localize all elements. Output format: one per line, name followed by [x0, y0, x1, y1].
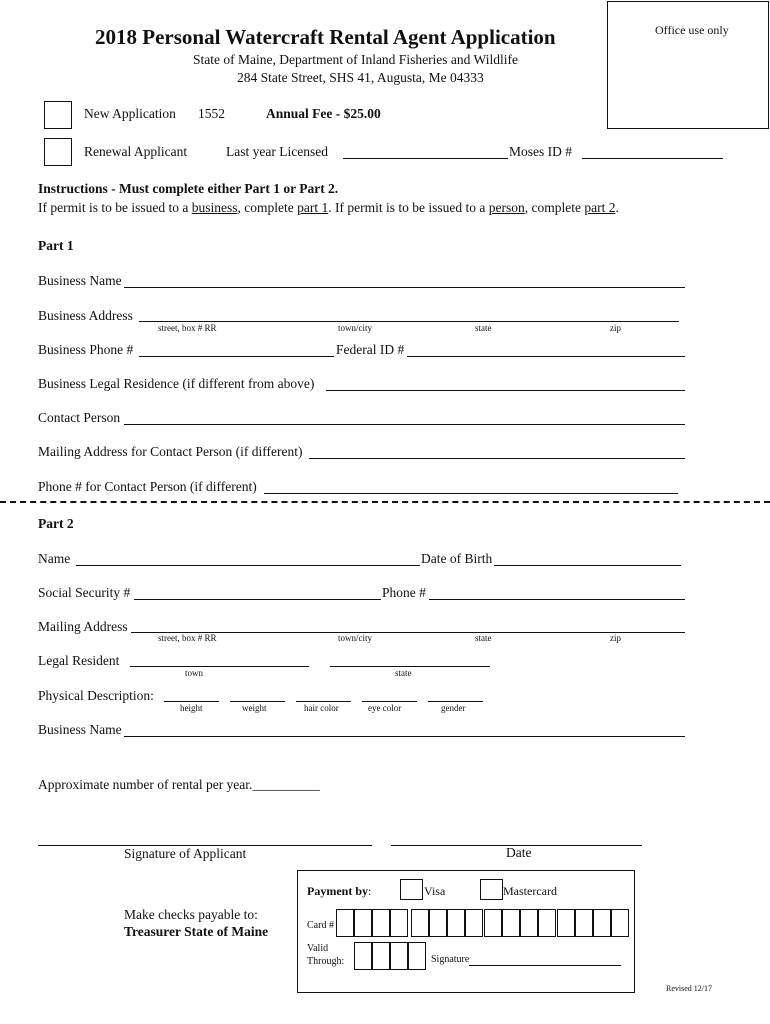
p2-mailing-label: Mailing Address [38, 619, 128, 634]
p2-hair-color-hint: hair color [304, 703, 339, 713]
renewal-applicant-label: Renewal Applicant [84, 144, 188, 159]
p2-name-label: Name [38, 551, 71, 566]
p2-approx-rentals[interactable]: Approximate number of rental per year.__________ [38, 777, 320, 792]
p2-addr-town-hint: town/city [338, 633, 372, 643]
moses-id-label: Moses ID # [509, 144, 572, 159]
card-cell[interactable] [520, 909, 538, 937]
p2-dob-field[interactable] [494, 565, 681, 566]
renewal-applicant-checkbox[interactable] [44, 138, 72, 166]
card-cell[interactable] [390, 909, 408, 937]
p2-legal-resident-label: Legal Resident [38, 653, 120, 668]
department-name: State of Maine, Department of Inland Fisheries and Wildlife [193, 52, 518, 67]
p2-weight-hint: weight [242, 703, 267, 713]
valid-cell[interactable] [408, 942, 426, 970]
last-year-licensed-field[interactable] [343, 158, 508, 159]
p1-business-name-label: Business Name [38, 273, 122, 288]
card-signature-label: Signature [431, 954, 470, 965]
p2-legal-resident-town-field[interactable] [130, 666, 309, 667]
p1-mailing-contact-field[interactable] [309, 458, 685, 459]
p2-town-hint: town [185, 668, 203, 678]
p1-legal-residence-label: Business Legal Residence (if different from above) [38, 376, 315, 391]
p2-physical-label: Physical Description: [38, 688, 154, 703]
office-use-box [607, 1, 769, 129]
p1-business-address-field[interactable] [139, 321, 679, 322]
p2-weight-field[interactable] [230, 701, 285, 702]
p2-ssn-label: Social Security # [38, 585, 131, 600]
card-cell[interactable] [336, 909, 354, 937]
p1-contact-person-field[interactable] [124, 424, 685, 425]
p2-ssn-field[interactable] [134, 599, 381, 600]
p2-dob-label: Date of Birth [421, 551, 493, 566]
card-cell[interactable] [411, 909, 429, 937]
revised-date: Revised 12/17 [666, 984, 712, 993]
p1-legal-residence-field[interactable] [326, 390, 685, 391]
p2-name-field[interactable] [76, 565, 420, 566]
valid-cell[interactable] [390, 942, 408, 970]
p1-addr-zip-hint: zip [610, 323, 621, 333]
date-label: Date [506, 845, 532, 860]
card-cell[interactable] [593, 909, 611, 937]
applicant-signature-label: Signature of Applicant [124, 846, 247, 861]
p2-addr-state-hint: state [475, 633, 492, 643]
p2-eye-color-field[interactable] [362, 701, 417, 702]
p1-addr-town-hint: town/city [338, 323, 372, 333]
p2-gender-hint: gender [441, 703, 466, 713]
valid-cell[interactable] [372, 942, 390, 970]
card-cell[interactable] [575, 909, 593, 937]
p2-gender-field[interactable] [428, 701, 483, 702]
card-cell[interactable] [611, 909, 629, 937]
new-application-label: New Application [84, 106, 176, 121]
p1-phone-contact-field[interactable] [264, 493, 678, 494]
card-cell[interactable] [484, 909, 502, 937]
p1-phone-contact-label: Phone # for Contact Person (if different) [38, 479, 257, 494]
p2-addr-street-hint: street, box # RR [158, 633, 217, 643]
p2-height-hint: height [180, 703, 203, 713]
p2-business-name-field[interactable] [124, 736, 685, 737]
card-signature-field[interactable] [469, 965, 621, 966]
p1-federal-id-field[interactable] [407, 356, 685, 357]
card-cell[interactable] [354, 909, 372, 937]
p2-phone-field[interactable] [429, 599, 685, 600]
card-cell[interactable] [557, 909, 575, 937]
card-cell[interactable] [447, 909, 465, 937]
p2-height-field[interactable] [164, 701, 219, 702]
p2-legal-resident-state-field[interactable] [330, 666, 490, 667]
p1-business-phone-label: Business Phone # [38, 342, 134, 357]
new-application-code: 1552 [198, 106, 225, 121]
p2-eye-color-hint: eye color [368, 703, 402, 713]
card-number-label: Card # [307, 920, 334, 931]
payment-by-label: Payment by: [307, 884, 372, 898]
last-year-licensed-label: Last year Licensed [226, 144, 328, 159]
p2-state-hint: state [395, 668, 412, 678]
p2-business-name-label: Business Name [38, 722, 122, 737]
card-cell[interactable] [502, 909, 520, 937]
valid-through-label-2: Through: [307, 956, 345, 967]
form-title: 2018 Personal Watercraft Rental Agent Application [95, 25, 556, 49]
instructions-heading: Instructions - Must complete either Part 1 or Part 2. [38, 181, 339, 196]
p1-business-name-field[interactable] [124, 287, 685, 288]
part2-heading: Part 2 [38, 516, 74, 531]
new-application-checkbox[interactable] [44, 101, 72, 129]
p1-addr-street-hint: street, box # RR [158, 323, 217, 333]
p1-mailing-contact-label: Mailing Address for Contact Person (if different) [38, 444, 303, 459]
p1-federal-id-label: Federal ID # [336, 342, 405, 357]
p2-phone-label: Phone # [382, 585, 426, 600]
department-address: 284 State Street, SHS 41, Augusta, Me 04333 [237, 70, 484, 85]
mastercard-label: Mastercard [503, 884, 557, 898]
card-cell[interactable] [465, 909, 483, 937]
card-cell[interactable] [429, 909, 447, 937]
p2-addr-zip-hint: zip [610, 633, 621, 643]
annual-fee: Annual Fee - $25.00 [266, 106, 381, 121]
valid-cell[interactable] [354, 942, 372, 970]
p1-business-phone-field[interactable] [139, 356, 334, 357]
moses-id-field[interactable] [582, 158, 723, 159]
instructions-text: If permit is to be issued to a business, complete part 1. If permit is to be issued to a person, complete part 2. [38, 200, 619, 215]
card-cell[interactable] [372, 909, 390, 937]
visa-checkbox[interactable] [400, 879, 423, 900]
card-cell[interactable] [538, 909, 556, 937]
p1-addr-state-hint: state [475, 323, 492, 333]
p2-hair-color-field[interactable] [296, 701, 351, 702]
section-divider [0, 501, 770, 503]
mastercard-checkbox[interactable] [480, 879, 503, 900]
office-use-label: Office use only [655, 23, 729, 37]
valid-through-label-1: Valid [307, 943, 329, 954]
visa-label: Visa [424, 884, 446, 898]
p1-contact-person-label: Contact Person [38, 410, 121, 425]
part1-heading: Part 1 [38, 238, 74, 253]
checks-payee: Treasurer State of Maine [124, 924, 269, 939]
p1-business-address-label: Business Address [38, 308, 133, 323]
checks-payable-label: Make checks payable to: [124, 907, 258, 922]
